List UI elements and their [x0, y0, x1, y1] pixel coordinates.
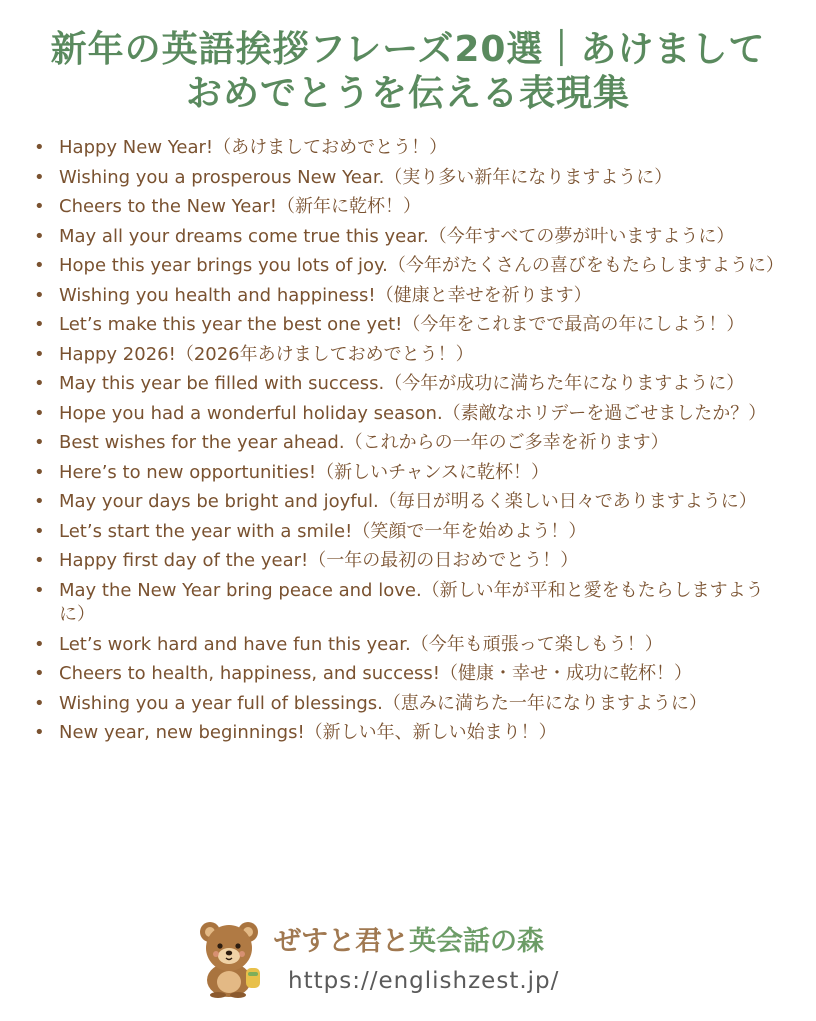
phrase-item — [32, 136, 784, 161]
phrase-list — [32, 136, 784, 751]
phrase-text: Happy 2026!（2026年あけましておめでとう！） — [59, 343, 474, 365]
bullet: • — [34, 461, 45, 483]
phrase-text: Hope this year brings you lots of joy.（今年がたくさんの喜びをもたらしますように） — [59, 255, 784, 276]
phrase-item — [32, 225, 784, 250]
phrase-item — [32, 490, 784, 515]
phrase-text: Wishing you health and happiness!（健康と幸せを祈ります） — [59, 284, 592, 306]
phrase-item — [32, 549, 784, 574]
phrase-text: Cheers to the New Year!（新年に乾杯！） — [59, 196, 421, 217]
site-url[interactable]: https://englishzest.jp/ — [288, 968, 560, 994]
page-title — [20, 28, 796, 116]
phrase-text: Wishing you a prosperous New Year.（実り多い新年になりますように） — [59, 166, 673, 188]
phrase-item — [32, 431, 784, 456]
page-title-line-2: おめでとうを伝える表現集 — [185, 73, 630, 114]
phrase-item — [32, 166, 784, 191]
bear-mascot-icon — [196, 918, 266, 998]
phrase-item — [32, 195, 784, 220]
phrase-text: Let’s work hard and have fun this year.（今年も頑張って楽しもう！） — [59, 633, 663, 655]
phrase-text: Wishing you a year full of blessings.（恵みに満ちた一年になりますように） — [59, 692, 707, 714]
bullet: • — [34, 166, 45, 188]
phrase-item — [32, 461, 784, 486]
brand-name-part-1: ぜすと君と — [274, 926, 409, 957]
phrase-text: New year, new beginnings!（新しい年、新しい始まり！） — [59, 722, 557, 743]
phrase-item — [32, 520, 784, 545]
bullet: • — [34, 137, 45, 158]
bullet: • — [34, 633, 45, 655]
bullet: • — [34, 284, 45, 306]
phrase-text: May your days be bright and joyful.（毎日が明るく楽しい日々でありますように） — [59, 491, 757, 512]
phrase-text: Best wishes for the year ahead.（これからの一年のご多幸を祈ります） — [59, 432, 669, 453]
phrase-text: Hope you had a wonderful holiday season.（素敵なホリデーを過ごせましたか？） — [59, 402, 767, 424]
bullet: • — [34, 225, 45, 247]
bullet: • — [34, 314, 45, 335]
bullet: • — [34, 579, 45, 601]
phrase-item — [32, 343, 784, 368]
phrase-text: Happy first day of the year!（一年の最初の日おめでとう！） — [59, 550, 579, 571]
phrase-item — [32, 313, 784, 338]
phrase-text: May all your dreams come true this year.（今年すべての夢が叶いますように） — [59, 225, 735, 247]
bullet: • — [34, 343, 45, 365]
brand-name — [274, 924, 544, 960]
phrase-text: Let’s make this year the best one yet!（今年をこれまでで最高の年にしよう！） — [59, 314, 745, 335]
bullet: • — [34, 550, 45, 571]
brand-name-part-2: 英会話の森 — [409, 926, 544, 957]
bullet: • — [34, 520, 45, 542]
phrase-text: Here’s to new opportunities!（新しいチャンスに乾杯！） — [59, 461, 550, 483]
bullet: • — [34, 432, 45, 453]
phrase-text: Let’s start the year with a smile!（笑顔で一年を始めよう！） — [59, 520, 587, 542]
bullet: • — [34, 255, 45, 276]
bullet: • — [34, 491, 45, 512]
phrase-item — [32, 254, 784, 279]
phrase-text: Happy New Year!（あけましておめでとう！） — [59, 137, 448, 158]
phrase-item — [32, 579, 784, 628]
bullet: • — [34, 402, 45, 424]
phrase-text: May the New Year bring peace and love.（新しい年が平和と愛をもたらしますように） — [59, 579, 764, 625]
phrase-text: May this year be filled with success.（今年が成功に満ちた年になりますように） — [59, 373, 745, 394]
phrase-item — [32, 402, 784, 427]
phrase-item — [32, 662, 784, 687]
phrase-item — [32, 633, 784, 658]
bullet: • — [34, 196, 45, 217]
footer — [196, 918, 616, 1008]
bullet: • — [34, 373, 45, 394]
page-title-line-1: 新年の英語挨拶フレーズ20選｜あけまして — [50, 29, 766, 70]
phrase-text: Cheers to health, happiness, and success!（健康・幸せ・成功に乾杯！） — [59, 663, 693, 684]
phrase-item — [32, 372, 784, 397]
phrase-item — [32, 284, 784, 309]
bullet: • — [34, 663, 45, 684]
bullet: • — [34, 692, 45, 714]
phrase-item — [32, 692, 784, 717]
bullet: • — [34, 722, 45, 743]
phrase-item — [32, 721, 784, 746]
